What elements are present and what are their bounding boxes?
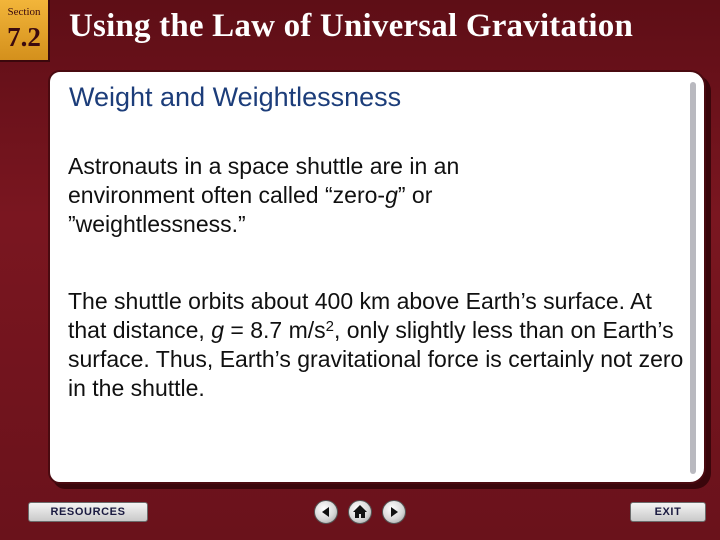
next-button[interactable] — [382, 500, 406, 524]
left-arrow-icon — [319, 505, 333, 519]
paragraph-1-text: ” or — [397, 182, 433, 208]
paragraph-1-line-2 — [68, 181, 688, 210]
variable-g: g — [385, 182, 398, 208]
right-arrow-icon — [387, 505, 401, 519]
home-icon — [352, 504, 368, 520]
section-badge — [0, 0, 50, 62]
home-button[interactable] — [348, 500, 372, 524]
paragraph-1-line-1: Astronauts in a space shuttle are in an — [68, 153, 460, 179]
paragraph-1-line-3: ”weightlessness.” — [68, 211, 246, 237]
paragraph-2-text: = 8.7 m/s — [224, 317, 326, 343]
slide-subtitle: Weight and Weightlessness — [69, 82, 402, 112]
resources-button[interactable]: RESOURCES — [28, 502, 148, 522]
paragraph-1 — [68, 152, 688, 239]
variable-g: g — [211, 317, 224, 343]
section-label: Section — [7, 6, 41, 18]
paragraph-2 — [68, 287, 688, 403]
superscript-exponent: 2 — [325, 318, 334, 335]
previous-button[interactable] — [314, 500, 338, 524]
paragraph-2-text: The shuttle orbits about 400 km above Earth’s surface. At that distance, — [68, 288, 652, 343]
section-number: 7.2 — [7, 22, 41, 52]
exit-button[interactable]: EXIT — [630, 502, 706, 522]
content-panel — [48, 70, 706, 484]
scrollbar[interactable] — [690, 82, 696, 474]
paragraph-1-text: environment often called “zero- — [68, 182, 386, 208]
page-title: Using the Law of Universal Gravitation — [69, 8, 634, 44]
paragraph-2-text: , only slightly less than on Earth’s surface. Thus, Earth’s gravitational force is certainly not zero in the shuttle. — [68, 317, 684, 401]
